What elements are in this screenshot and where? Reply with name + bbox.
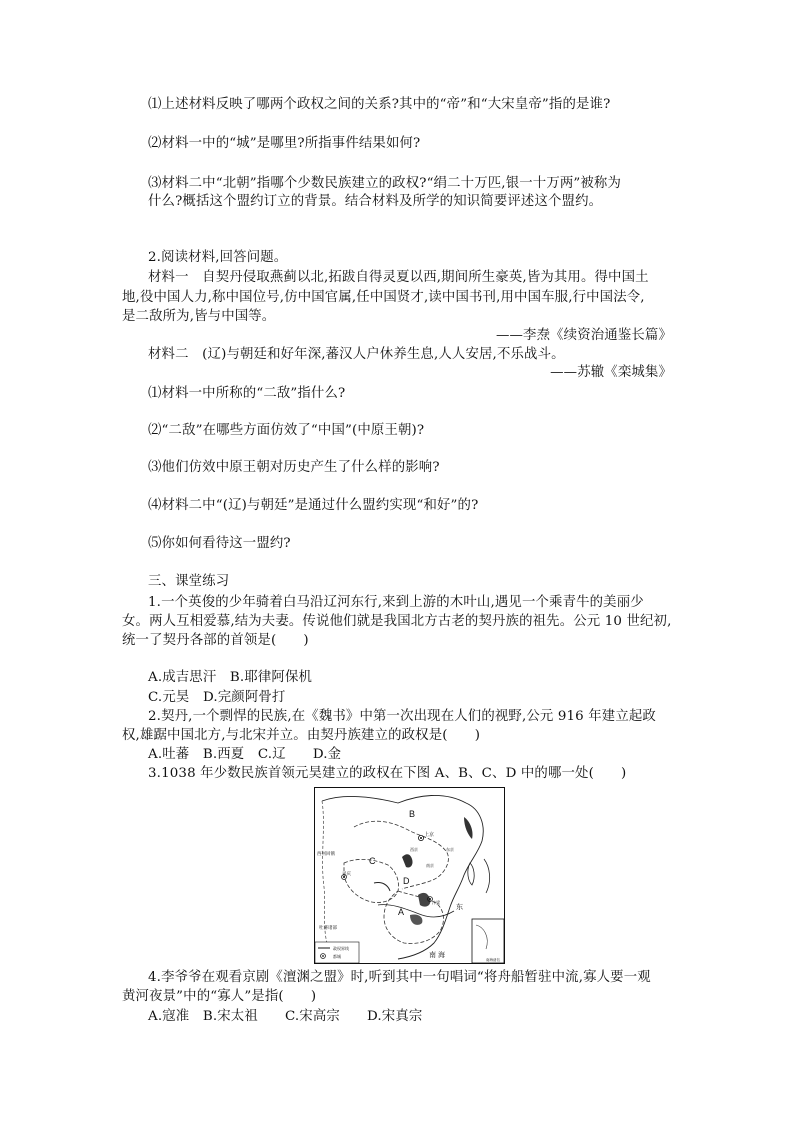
map-sea-nan: 南 海	[429, 952, 445, 959]
section-heading: 三、课堂练习	[148, 574, 230, 589]
question-2-4: ⑷材料二中“(辽)与朝廷”是通过什么盟约实现“和好”的?	[148, 498, 479, 513]
exercise-2-line1: 2.契丹,一个剽悍的民族,在《魏书》中第一次出现在人们的视野,公元 916 年建立起政	[148, 709, 656, 724]
material-2-line1: 材料二 (辽)与朝廷和好年深,蕃汉人户休养生息,人人安居,不乐战斗。	[148, 347, 565, 362]
exercise-1-options-2: C.元昊 D.完颜阿骨打	[148, 690, 286, 705]
exercise-2-options: A.吐蕃 B.西夏 C.辽 D.金	[148, 747, 342, 762]
material-1-source: ——李焘《续资治通鉴长篇》	[495, 328, 672, 343]
map-city-xingqing: 兴庆	[342, 871, 351, 876]
map-city-dongjing: 东京	[446, 847, 454, 852]
exercise-2-line2: 权,雄踞中国北方,与北宋并立。由契丹族建立的政权是( )	[122, 728, 481, 743]
material-1-line2: 地,役中国人力,称中国位号,仿中国官属,任中国贤才,读中国书刊,用中国车服,行中国法令,	[122, 290, 645, 305]
exercise-1-options-1: A.成吉思汗 B.耶律阿保机	[148, 670, 313, 685]
question-1-3-line1: ⑶材料二中“北朝”指哪个少数民族建立的政权?“绢二十万匹,银一十万两”被称为	[148, 176, 622, 191]
song-liao-xia-map	[314, 787, 505, 964]
question-2-1: ⑴材料一中所称的“二敌”指什么?	[148, 386, 346, 401]
map-label-d: D	[403, 876, 410, 886]
map-label-c: C	[369, 856, 376, 866]
exercise-4-line1: 4.李爷爷在观看京剧《澶渊之盟》时,听到其中一句唱词“将舟船暂驻中流,寡人要一观	[148, 970, 651, 985]
question-1-1: ⑴上述材料反映了哪两个政权之间的关系?其中的“帝”和“大宋皇帝”指的是谁?	[148, 97, 611, 112]
map-city-shangjing: 上京	[424, 832, 435, 838]
question-2-5: ⑸你如何看待这一盟约?	[148, 536, 291, 551]
exercise-3-line1: 3.1038 年少数民族首领元昊建立的政权在下图 A、B、C、D 中的哪一处( )	[148, 766, 627, 781]
map-region-tubo: 吐蕃诸部	[319, 925, 337, 930]
map-city-bianjing: 汴梁	[432, 900, 440, 905]
map-label-b: B	[409, 809, 416, 819]
map-inset-label: 南海诸岛	[486, 958, 500, 962]
map-legend-border: 政权界线	[333, 946, 349, 951]
map-city-xijing: 西京	[410, 847, 418, 852]
material-1-line3: 是二敌所为,皆与中国等。	[122, 309, 276, 324]
question-1-2: ⑵材料一中的“城”是哪里?所指事件结果如何?	[148, 136, 421, 151]
map-region-xizhou: 西州回鹘	[317, 851, 335, 856]
map-legend-capital: 都城	[333, 954, 341, 959]
exercise-4-line2: 黄河夜景”中的“寡人”是指( )	[122, 989, 317, 1004]
question-1-3-line2: 什么?概括这个盟约订立的背景。结合材料及所学的知识简要评述这个盟约。	[148, 194, 603, 209]
problem-2-title: 2.阅读材料,回答问题。	[148, 250, 288, 265]
exercise-1-line2: 女。两人互相爱慕,结为夫妻。传说他们就是我国北方古老的契丹族的祖先。公元 10 世纪初,	[122, 614, 672, 629]
map-city-nanjing: 南京	[426, 863, 434, 868]
exercise-4-options: A.寇准 B.宋太祖 C.宋高宗 D.宋真宗	[148, 1009, 423, 1024]
question-2-3: ⑶他们仿效中原王朝对历史产生了什么样的影响?	[148, 460, 440, 475]
map-label-a: A	[398, 907, 405, 917]
question-2-2: ⑵“二敌”在哪些方面仿效了“中国”(中原王朝)?	[148, 423, 425, 438]
material-1-line1: 材料一 自契丹侵取燕蓟以北,拓跋自得灵夏以西,期间所生豪英,皆为其用。得中国土	[148, 270, 649, 285]
exercise-1-line3: 统一了契丹各部的首领是( )	[122, 633, 309, 648]
exercise-1-line1: 1.一个英俊的少年骑着白马沿辽河东行,来到上游的木叶山,遇见一个乘青牛的美丽少	[148, 595, 644, 610]
map-sea-dong: 东	[456, 904, 463, 911]
material-2-source: ——苏辙《栾城集》	[550, 365, 672, 380]
